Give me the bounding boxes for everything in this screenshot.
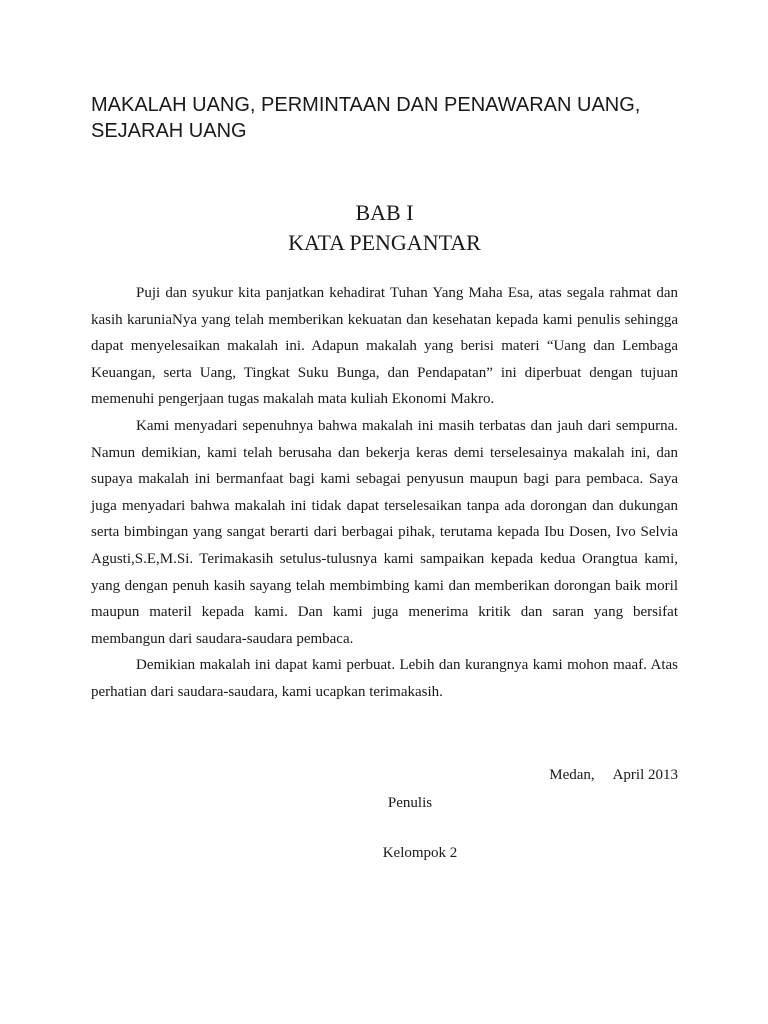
- body-text: [91, 280, 678, 706]
- paragraph: Demikian makalah ini dapat kami perbuat. Lebih dan kurangnya kami mohon maaf. Atas perhatian dari saudara-saudara, kami ucapkan terimakasih.: [91, 657, 678, 700]
- group-name: Kelompok 2: [382, 845, 458, 861]
- document-title: MAKALAH UANG, PERMINTAAN DAN PENAWARAN UANG, SEJARAH UANG: [91, 94, 641, 142]
- chapter-label: BAB I: [355, 200, 414, 225]
- chapter-title: KATA PENGANTAR: [288, 230, 481, 255]
- author-label: Penulis: [387, 795, 433, 811]
- paragraph: Puji dan syukur kita panjatkan kehadirat Tuhan Yang Maha Esa, atas segala rahmat dan kasih karuniaNya yang telah memberikan kekuatan dan kesehatan kepada kami penulis sehingga dapat menyelesaikan makalah ini. Adapun makalah yang berisi materi “Uang dan Lembaga Keuangan, serta Uang, Tingkat Suku Bunga, dan Pendapatan” ini diperbuat dengan tujuan memenuhi pengerjaan tugas makalah mata kuliah Ekonomi Makro.: [91, 285, 678, 408]
- chapter-heading: [91, 198, 678, 258]
- place-date: Medan, April 2013: [549, 767, 678, 783]
- paragraph: Kami menyadari sepenuhnya bahwa makalah ini masih terbatas dan jauh dari sempurna. Namun demikian, kami telah berusaha dan bekerja keras demi terselesainya makalah ini, dan supaya makalah ini bermanfaat bagi kami sebagai penyusun maupun bagi para pembaca. Saya juga menyadari bahwa makalah ini tidak dapat terselesaikan tanpa ada dorongan dan dukungan serta bimbingan yang sangat berarti dari berbagai pihak, terutama kepada Ibu Dosen, Ivo Selvia Agusti,S.E,M.Si. Terimakasih setulus-tulusnya kami sampaikan kepada kedua Orangtua kami, yang dengan penuh kasih sayang telah membimbing kami dan memberikan dorongan baik moril maupun materil kepada kami. Dan kami juga menerima kritik dan saran yang bersifat membangun dari saudara-saudara pembaca.: [91, 417, 678, 647]
